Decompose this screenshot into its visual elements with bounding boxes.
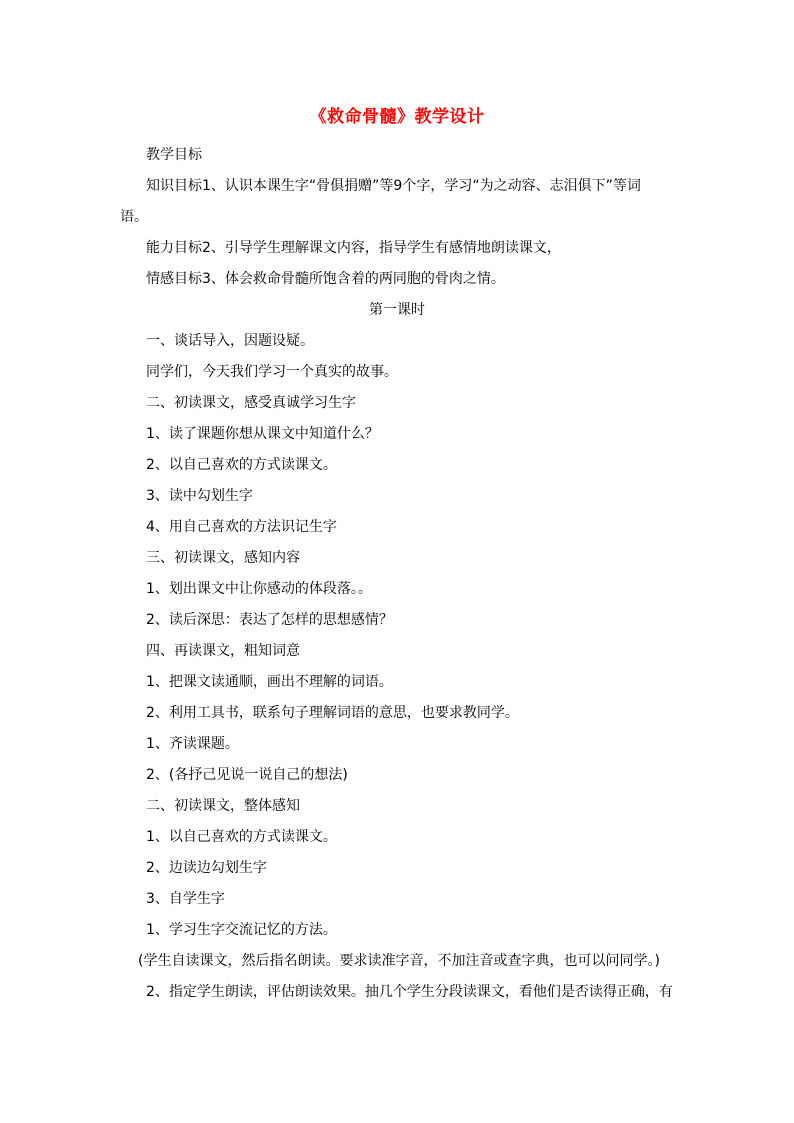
document-title: 《救命骨髓》教学设计 (309, 107, 485, 127)
list-item: 1、学习生字交流记忆的方法。 (146, 922, 337, 938)
list-item: 一、谈话导入，因题设疑。 (146, 333, 314, 349)
list-item: 三、初读课文，感知内容 (146, 550, 300, 566)
list-item: 4、用自己喜欢的方法识记生字 (146, 519, 337, 535)
list-item: 二、初读课文，感受真诚学习生字 (146, 395, 356, 411)
list-item: 1、读了课题你想从课文中知道什么？ (146, 426, 379, 442)
paragraph-ability-goal: 能力目标2、引导学生理解课文内容，指导学生有感情地朗读课文， (146, 240, 561, 256)
list-item: 2、(各抒己见说一说自己的想法) (146, 767, 348, 783)
list-item: 2、边读边勾划生字 (146, 860, 267, 876)
list-item: 四、再读课文，粗知词意 (146, 643, 300, 659)
list-item: 同学们，今天我们学习一个真实的故事。 (146, 364, 398, 380)
paragraph-knowledge-goal: 知识目标1、认识本课生字“骨俱捐赠”等9个字，学习“为之动容、志泪俱下”等词 (146, 178, 641, 194)
section-heading-first-lesson: 第一课时 (369, 302, 425, 318)
list-item: 2、以自己喜欢的方式读课文。 (146, 457, 337, 473)
list-item-note: (学生自读课文，然后指名朗读。要求读准字音，不加注音或查字典，也可以问同学。) (138, 953, 660, 969)
list-item: 1、划出课文中让你感动的体段落。。 (146, 581, 372, 597)
list-item: 2、利用工具书，联系句子理解词语的意思，也要求教同学。 (146, 705, 519, 721)
list-item: 3、读中勾划生字 (146, 488, 253, 504)
paragraph-knowledge-goal-wrap: 语。 (120, 209, 148, 225)
list-item: 二、初读课文，整体感知 (146, 798, 300, 814)
paragraph-emotion-goal: 情感目标3、体会救命骨髓所饱含着的两同胞的骨肉之情。 (146, 271, 505, 287)
list-item: 1、把课文读通顺，画出不理解的词语。 (146, 674, 393, 690)
list-item: 1、齐读课题。 (146, 736, 239, 752)
list-item: 2、读后深思：表达了怎样的思想感情？ (146, 612, 393, 628)
list-item: 2、指定学生朗读，评估朗读效果。抽几个学生分段读课文，看他们是否读得正确，有 (146, 984, 673, 1000)
paragraph-teaching-goals: 教学目标 (146, 147, 202, 163)
list-item: 3、自学生字 (146, 891, 225, 907)
list-item: 1、以自己喜欢的方式读课文。 (146, 829, 337, 845)
